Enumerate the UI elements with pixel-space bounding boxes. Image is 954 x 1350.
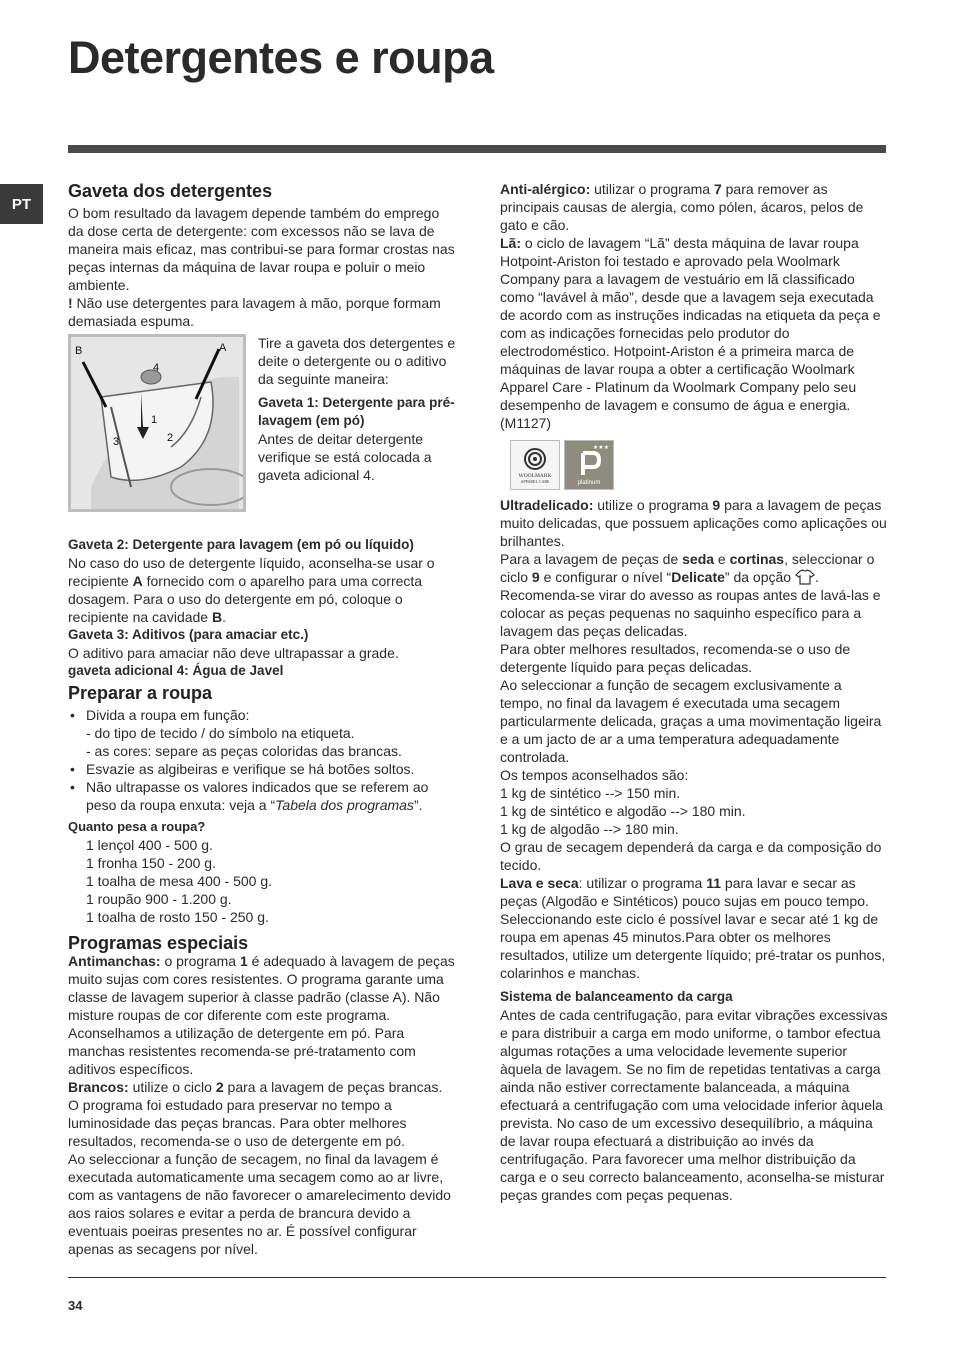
- drawer-figure-row: [68, 334, 456, 512]
- list-item: 1 roupão 900 - 1.200 g.: [86, 891, 232, 907]
- page-number: 34: [68, 1298, 83, 1313]
- woolmark-icon: [511, 441, 559, 489]
- balanceamento-heading: Sistema de balanceamento da carga: [500, 989, 733, 1004]
- gaveta4-title: gaveta adicional 4: Água de Javel: [68, 663, 284, 678]
- brancos-text: Brancos: utilize o ciclo 2 para a lavagem de peças brancas. O programa foi estudado para preservar no tempo a luminosidade das peças brancas. Para obter melhores resultados, recomenda-se o uso de detergente em pó.: [68, 1079, 443, 1149]
- list-item: 1 fronha 150 - 200 g.: [86, 855, 216, 871]
- ultradelicado-text: Ultradelicado: utilize o programa 9 para a lavagem de peças muito delicadas, que possuem aplicações como aplicações ou brilhantes.: [500, 497, 887, 549]
- label-b: B: [75, 345, 83, 357]
- detergente-liquido-text: Para obter melhores resultados, recomenda-se o uso de detergente líquido para peças delicadas.: [500, 641, 851, 675]
- label-4: 4: [153, 362, 160, 374]
- secagem-text: Ao seleccionar a função de secagem exclusivamente a tempo, no final da lavagem é executada uma secagem particularmente delicada, graças a uma movimentação ligeira e a um jacto de ar a uma temperatura adequadamente controlada.: [500, 677, 882, 765]
- brancos-secagem-text: Ao seleccionar a função de secagem, no final da lavagem é executada automaticamente uma secagem como ao ar livre, com as vantagens de não favorecer o amarelecimento devido aos raios solares e evitar a perda de brancura devido a eventuais poeiras presentes no ar. É possível configurar apenas as secagens por nível.: [68, 1151, 451, 1257]
- drawer-drawing: [71, 337, 243, 509]
- gaveta1-text: Antes de deitar detergente verifique se está colocada a gaveta adicional 4.: [258, 431, 432, 483]
- svg-text:platinum: platinum: [577, 480, 601, 486]
- platinum-icon: [565, 441, 613, 489]
- page-title: Detergentes e roupa: [68, 32, 494, 83]
- seda-text: Para a lavagem de peças de seda e cortinas, seleccionar o ciclo 9 e configurar o nível “Delicate” da opção . Recomenda-se virar do avesso as roupas antes de lavá-las e colocar as peças pequenas no saquinho específico para a lavagem das peças delicadas.: [500, 551, 881, 639]
- preparar-heading: Preparar a roupa: [68, 683, 213, 703]
- gaveta2-title: Gaveta 2: Detergente para lavagem (em pó ou líquido): [68, 537, 414, 552]
- antialergico-text: Anti-alérgico: utilizar o programa 7 para remover as principais causas de alergia, como pólen, ácaros, pelos de gato e cão.: [500, 181, 864, 233]
- list-item: • Esvazie as algibeiras e verifique se há botões soltos.: [68, 760, 456, 778]
- list-item: 1 toalha de mesa 400 - 500 g.: [86, 873, 273, 889]
- lava-seca-text: Lava e seca: utilizar o programa 11 para lavar e secar as peças (Algodão e Sintéticos) pouco sujas em pouco tempo. Seleccionando este ciclo é possível lavar e secar até 1 kg de roupa em apenas 45 minutos.Para obter os melhores resultados, utilize um detergente líquido; pré-tratar os punhos, colarinhos e manchas.: [500, 875, 886, 981]
- gaveta3-text: O aditivo para amaciar não deve ultrapassar a grade.: [68, 645, 399, 661]
- tempos-heading: Os tempos aconselhados são:: [500, 767, 689, 783]
- list-item: • Divida a roupa em função: - do tipo de tecido / do símbolo na etiqueta. - as cores: separe as peças coloridas das brancas.: [68, 706, 456, 760]
- warning-note: ! Não use detergentes para lavagem à mão, porque formam demasiada espuma.: [68, 295, 441, 329]
- certification-logos: [510, 440, 888, 490]
- detergent-drawer-illustration: [68, 334, 246, 512]
- right-column: [500, 180, 888, 1204]
- list-item: 1 kg de sintético e algodão --> 180 min.: [500, 803, 746, 819]
- gaveta-intro: O bom resultado da lavagem depende também do emprego da dose certa de detergente: com excessos não se lava de maneira mais eficaz, mas contribui-se para formar crostas nas peças internas da máquina de lavar roupa e poluir o meio ambiente.: [68, 205, 455, 293]
- label-1: 1: [151, 414, 158, 426]
- gaveta3-title: Gaveta 3: Aditivos (para amaciar etc.): [68, 627, 309, 642]
- left-column: [68, 178, 456, 1258]
- gaveta1-title: Gaveta 1: Detergente para pré-lavagem (em pó): [258, 395, 455, 428]
- delicate-shirt-icon: [795, 569, 815, 585]
- footer-rule: [68, 1277, 886, 1278]
- peso-heading: Quanto pesa a roupa?: [68, 819, 206, 834]
- header-rule: [68, 145, 886, 153]
- language-tab: PT: [0, 184, 43, 224]
- peso-list: [68, 836, 456, 926]
- antimanchas-text: Antimanchas: o programa 1 é adequado à lavagem de peças muito sujas com cores resistentes. O programa garante uma classe de lavagem superior à classe padrão (classe A). Não misture roupas de cor diferente com este programa. Aconselhamos a utilização de detergente em pó. Para manchas resistentes recomenda-se pré-tratamento com aditivos específicos.: [68, 953, 455, 1077]
- drawer-instructions: Tire a gaveta dos detergentes e deite o detergente ou o aditivo da seguinte maneira: Gaveta 1: Detergente para pré-lavagem (em pó) Antes de deitar detergente verifique se está colocada a gaveta adicional 4.: [258, 335, 456, 483]
- label-3: 3: [113, 436, 120, 448]
- warning-icon: !: [68, 295, 73, 311]
- grau-text: O grau de secagem dependerá da carga e da composição do tecido.: [500, 839, 882, 873]
- la-text: Lã: o ciclo de lavagem “Lã” desta máquina de lavar roupa Hotpoint-Ariston foi testado e aprovado pela Woolmark Company para a lavagem de vestuário em lã classificado como “lavável à mão”, desde que a lavagem seja executada de acordo com as instruções indicadas na etiqueta da peça e com as indicações fornecidas pelo produtor do electrodoméstico. Hotpoint-Ariston é a primeira marca de máquinas de lavar roupa a obter a certificação Woolmark Apparel Care - Platinum da Woolmark Company pelo seu desempenho de lavagem e consumo de água e energia. (M1127): [500, 235, 881, 431]
- gaveta-heading: Gaveta dos detergentes: [68, 181, 273, 201]
- preparar-list: [68, 706, 456, 814]
- platinum-logo: [564, 440, 614, 490]
- list-item: 1 lençol 400 - 500 g.: [86, 837, 213, 853]
- label-a: A: [219, 342, 227, 354]
- balanceamento-text: Antes de cada centrifugação, para evitar vibrações excessivas e para distribuir a carga em modo uniforme, o tambor efectua algumas rotações a uma velocidade levemente superior àquela de lavagem. Se no fim de repetidas tentativas a carga ainda não estiver correctamente balanceada, a máquina efectuará a centrifugação com uma velocidade inferior àquela prevista. No caso de um excessivo desequilíbrio, a máquina de lavar roupa efectuará a distribuição ao invés da centrifugação. Para favorecer uma melhor distribuição da carga e o seu correcto balanceamento, aconselha-se misturar peças grandes com peças pequenas.: [500, 1007, 888, 1203]
- list-item: 1 toalha de rosto 150 - 250 g.: [86, 909, 269, 925]
- svg-text:APPAREL CARE: APPAREL CARE: [520, 479, 550, 484]
- woolmark-logo: [510, 440, 560, 490]
- svg-text:WOOLMARK: WOOLMARK: [518, 473, 552, 479]
- list-item: 1 kg de algodão --> 180 min.: [500, 821, 679, 837]
- label-2: 2: [167, 432, 174, 444]
- gaveta2-text: No caso do uso de detergente líquido, aconselha-se usar o recipiente A fornecido com o aparelho para uma correcta dosagem. Para o uso do detergente em pó, coloque o recipiente na cavidade B.: [68, 555, 435, 625]
- svg-text:★★★: ★★★: [592, 444, 609, 451]
- list-item: 1 kg de sintético --> 150 min.: [500, 785, 681, 801]
- programas-heading: Programas especiais: [68, 933, 249, 953]
- list-item: • Não ultrapasse os valores indicados que se referem ao peso da roupa enxuta: veja a “Tabela dos programas”.: [68, 778, 456, 814]
